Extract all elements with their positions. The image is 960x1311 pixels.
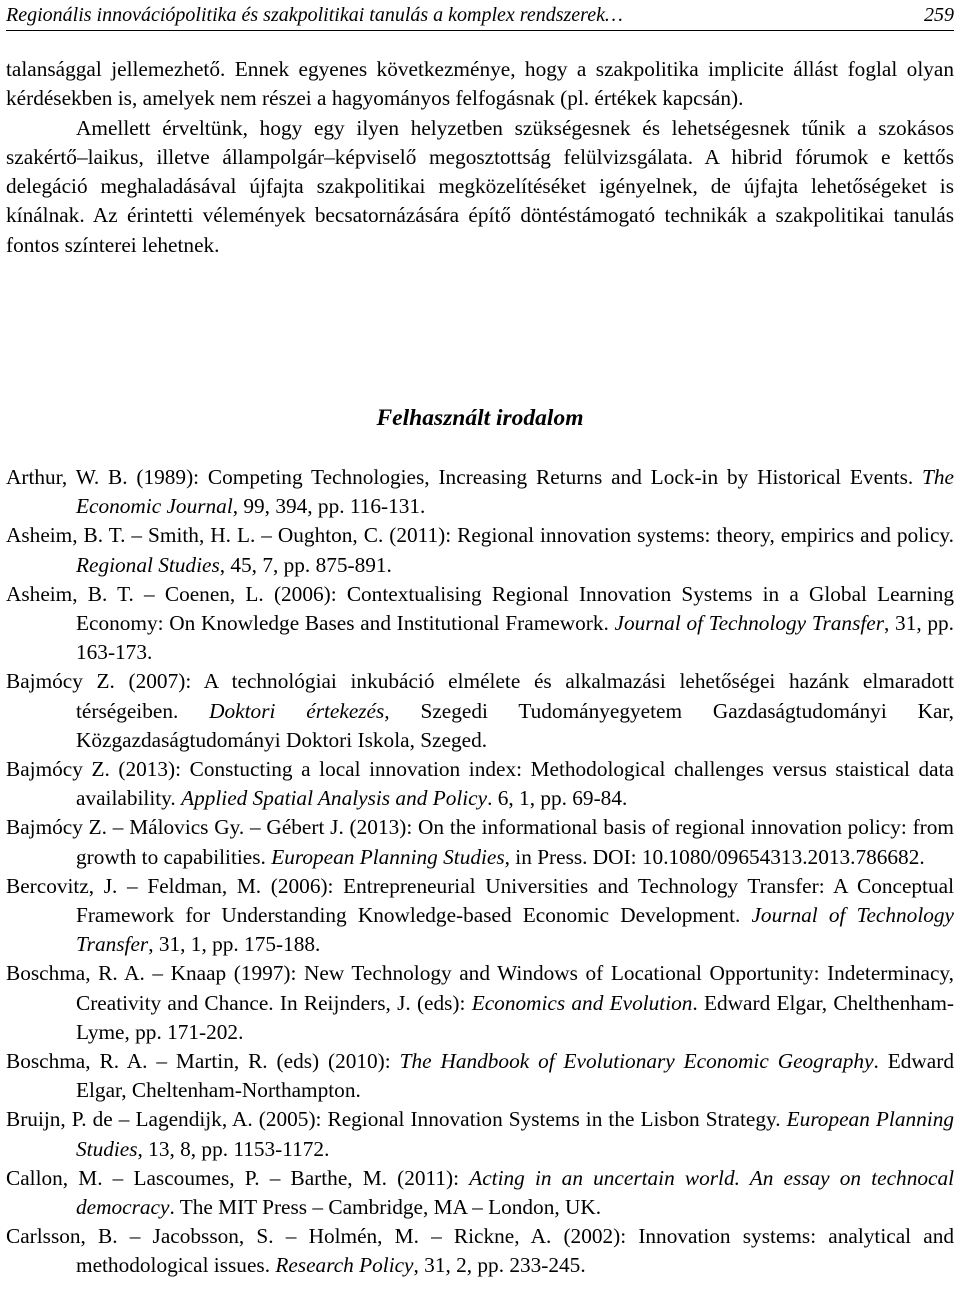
reference-item: Bajmócy Z. – Málovics Gy. – Gébert J. (2013): On the informational basis of regional innovation policy: from growth to capabilities. European Planning Studies, in Press. DOI: 10.1080/09654313.2013.786682. xyxy=(6,815,954,869)
references-heading: Felhasznált irodalom xyxy=(376,405,584,431)
reference-item: Boschma, R. A. – Knaap (1997): New Technology and Windows of Locational Opportunity: Indeterminacy, Creativity and Chance. In Reijnders, J. (eds): Economics and Evolution. Edward Elgar, Chelthenham-Lyme, pp. 171-202. xyxy=(6,961,954,1044)
paragraph: Amellett érveltünk, hogy egy ilyen helyzetben szükségesnek és lehetségesnek tűnik a szokásos szakértő–laikus, illetve állampolgár–képviselő megosztottság felülvizsgálata. A hibrid fórumok e kettős delegáció meghaladásával újfajta szakpolitikai megközelítéséket igényelnek, de újfajta lehetőségeket is kínálnak. Az érintetti vélemények becsatornázására építő döntéstámogató technikák a szakpolitikai tanulás fontos színterei lehetnek. xyxy=(6,115,954,257)
running-title: Regionális innovációpolitika és szakpolitikai tanulás a komplex rendszerek… xyxy=(6,4,623,26)
reference-item: Arthur, W. B. (1989): Competing Technologies, Increasing Returns and Lock-in by Historical Events. The Economic Journal, 99, 394, pp. 116-131. xyxy=(6,465,954,519)
reference-list xyxy=(6,463,954,1281)
body-text xyxy=(6,55,954,260)
reference-item: Asheim, B. T. – Smith, H. L. – Oughton, C. (2011): Regional innovation systems: theory, empirics and policy. Regional Studies, 45, 7, pp. 875-891. xyxy=(6,523,954,577)
paragraph: talansággal jellemezhető. Ennek egyenes következménye, hogy a szakpolitika implicite állást foglal olyan kérdésekben is, amelyek nem részei a hagyományos felfogásnak (pl. értékek kapcsán). xyxy=(6,57,954,111)
reference-item: Boschma, R. A. – Martin, R. (eds) (2010): The Handbook of Evolutionary Economic Geography. Edward Elgar, Cheltenham-Northampton. xyxy=(6,1049,954,1103)
reference-item: Bajmócy Z. (2007): A technológiai inkubáció elmélete és alkalmazási lehetőségei hazánk elmaradott térségeiben. Doktori értekezés, Szegedi Tudományegyetem Gazdaságtudományi Kar, Közgazdaságtudományi Doktori Iskola, Szeged. xyxy=(6,669,954,752)
running-header xyxy=(6,2,954,31)
page-number: 259 xyxy=(924,4,954,26)
reference-item: Bercovitz, J. – Feldman, M. (2006): Entrepreneurial Universities and Technology Transfer: A Conceptual Framework for Understanding Knowledge-based Economic Development. Journal of Technology Transfer, 31, 1, pp. 175-188. xyxy=(6,873,954,957)
reference-item: Asheim, B. T. – Coenen, L. (2006): Contextualising Regional Innovation Systems in a Global Learning Economy: On Knowledge Bases and Institutional Framework. Journal of Technology Transfer, 31, pp. 163-173. xyxy=(6,581,954,665)
reference-item: Bruijn, P. de – Lagendijk, A. (2005): Regional Innovation Systems in the Lisbon Strategy. European Planning Studies, 13, 8, pp. 1153-1172. xyxy=(6,1107,954,1161)
reference-item: Carlsson, B. – Jacobsson, S. – Holmén, M. – Rickne, A. (2002): Innovation systems: analytical and methodological issues. Research Policy, 31, 2, pp. 233-245. xyxy=(6,1224,954,1278)
reference-item: Callon, M. – Lascoumes, P. – Barthe, M. (2011): Acting in an uncertain world. An essay on technocal democracy. The MIT Press – Cambridge, MA – London, UK. xyxy=(6,1165,955,1220)
reference-item: Bajmócy Z. (2013): Constucting a local innovation index: Methodological challenges versus staistical data availability. Applied Spatial Analysis and Policy. 6, 1, pp. 69-84. xyxy=(6,757,954,811)
